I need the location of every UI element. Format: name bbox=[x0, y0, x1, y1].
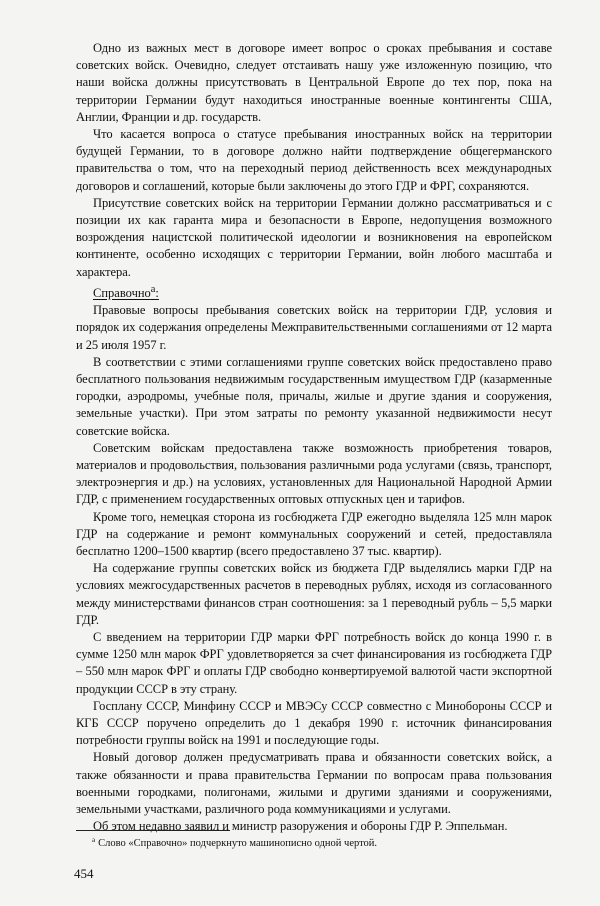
spravochno-heading: Справочно$^а$: bbox=[93, 283, 159, 300]
paragraph-5: В соответствии с этими соглашениями группе советских войск предоставлено право бесплатного пользования недвижимым государственным имуществом ГДР (казарменные городки, аэродромы, учебные поля, причалы, жилые и другие здания и сооружения, земельные участки). При этом затраты по ремонту указанной недвижимости несут советские войска. bbox=[76, 354, 552, 438]
paragraph-8: На содержание группы советских войск из бюджета ГДР выделялись марки ГДР на условиях межгосударственных расчетов в переводных рублях, исходя из согласованного между министерствами финансов стран соотношения: за 1 переводный рубль – 5,5 марки ГДР. bbox=[76, 561, 552, 627]
spravochno-label: Справочно bbox=[93, 286, 151, 300]
page-number: 454 bbox=[74, 866, 94, 881]
paragraph-12: Об этом недавно заявил и министр разоружения и обороны ГДР Р. Эппельман. bbox=[93, 819, 508, 834]
paragraph-10: Госплану СССР, Минфину СССР и МВЭСу СССР совместно с Минобороны СССР и КГБ СССР поручено определить до 1 декабря 1990 г. источник финансирования потребности группы войск на 1991 и последующие годы. bbox=[76, 698, 552, 748]
paragraph-9: С введением на территории ГДР марки ФРГ потребность войск до конца 1990 г. в сумме 1250 млн марок ФРГ удовлетворяется за счет финансирования из госбюджета ГДР – 550 млн марок ФРГ и оплаты ГДР свободно конвертируемой валютой части экспортной продукции СССР в эту страну. bbox=[76, 630, 552, 696]
footnote-text: Слово «Справочно» подчеркнуто машинописно одной чертой. bbox=[98, 838, 378, 849]
paragraph-2: Что касается вопроса о статусе пребывания иностранных войск на территории будущей Германии, то в договоре должно найти подтверждение общегерманского правительства о том, что на переходный период действенность всех международных договоров и соглашений, которые были заключены до этого ГДР и ФРГ, сохраняются. bbox=[76, 127, 552, 193]
footnote bbox=[92, 837, 552, 850]
paragraph-11: Новый договор должен предусматривать права и обязанности советских войск, а также обязанности и права правительства Германии по вопросам права пользования военными городками, полигонами, жилыми и другими зданиями и сооружениями, земельными участками, различного рода коммуникациями и услугами. bbox=[76, 750, 552, 817]
paragraph-6: Советским войскам предоставлена также возможность приобретения товаров, материалов и продовольствия, пользования различными рода услугами (связь, транспорт, электроэнергия и др.) на условиях, установленных для Национальной Народной Армии ГДР, с применением государственных оптовых отпускных цен и тарифов. bbox=[76, 440, 552, 507]
footnote-divider bbox=[76, 830, 230, 831]
body-text bbox=[76, 40, 552, 836]
paragraph-1: Одно из важных мест в договоре имеет вопрос о сроках пребывания и составе советских войск. Очевидно, следует отстаивать нашу уже изложенную позицию, что наши войска должны присутствовать в Центральной Европе до тех пор, пока на территории Германии будут находиться иностранные военные контингенты США, Англии, Франции и др. государств. bbox=[76, 41, 552, 124]
footnote-reference: а bbox=[150, 283, 156, 295]
footnote-marker: а bbox=[92, 835, 96, 844]
paragraph-7: Кроме того, немецкая сторона из госбюджета ГДР ежегодно выделяла 125 млн марок ГДР на содержание и ремонт коммунальных сооружений и сетей, предоставляла бесплатно 1200–1500 квартир (всего предоставлено 37 тыс. квартир). bbox=[76, 509, 552, 559]
paragraph-4: Правовые вопросы пребывания советских войск на территории ГДР, условия и порядок их содержания определены Межправительственными соглашениями от 12 марта и 25 июля 1957 г. bbox=[76, 303, 552, 352]
paragraph-3: Присутствие советских войск на территории Германии должно рассматриваться и с позиции их как гаранта мира и безопасности в Европе, недопущения возможного возрождения нацистской политической идеологии и возникновения на европейском континенте, особенно исходящих с территории Германии, войн любого масштаба и характера. bbox=[76, 195, 552, 279]
